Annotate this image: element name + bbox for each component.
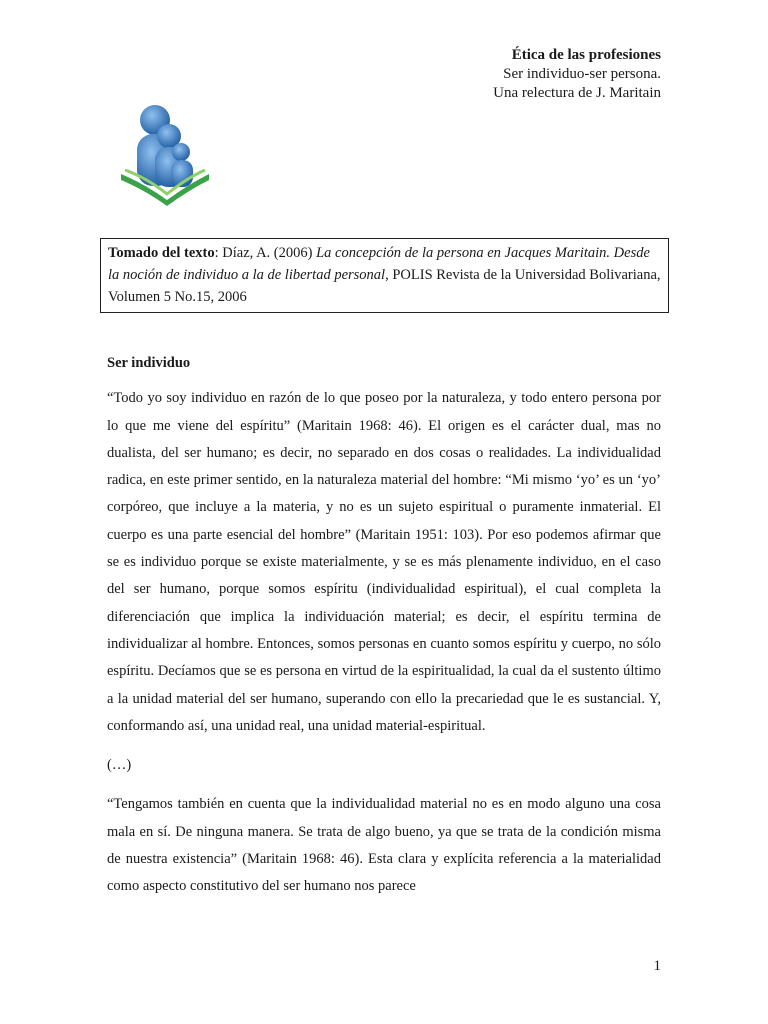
source-label: Tomado del texto [108,245,215,261]
header-subtitle-1: Ser individuo-ser persona. [503,66,661,82]
header-subtitle-2: Una relectura de J. Maritain [493,85,661,101]
ellipsis: (…) [107,757,132,774]
main-content [107,350,661,901]
header-title: Ética de las profesiones [511,47,661,63]
source-citation-box [100,238,669,313]
paragraph-1: “Todo yo soy individuo en razón de lo que poseo por la naturaleza, y todo entero persona por lo que me viene del espíritu” (Maritain 1968: 46). El origen es el carácter dual, mas no dualista, del ser humano; es decir, no separado en dos cosas o realidades. La individualidad radica, en este primer sentido, en la naturaleza material del hombre: “Mi mismo ‘yo’ es un ‘yo’ corpóreo, que incluye a la materia, y no es un sujeto espiritual o puramente inmaterial. El cuerpo es una parte esencial del hombre” (Maritain 1951: 103). Por eso podemos afirmar que se es individuo porque se existe materialmente, y se es más plenamente individuo, en el caso del ser humano, porque somos espíritu (individualidad espiritual), el cual completa la diferenciación que implica la individuación material; es decir, el espíritu termina de individualizar al hombre. Entonces, somos personas en cuanto somos espíritu y cuerpo, no sólo espíritu. Decíamos que se es persona en virtud de la espiritualidad, la cual da el sustento último a la unidad material del ser humano, superando con ello la precariedad que le es sustancial. Y, conformando así, una unidad real, una unidad material-espiritual. [107,390,661,734]
source-title: La concepción de la persona en Jacques Maritain. Desde la noción de individuo a la de libertad personal [108,245,650,283]
source-details: , POLIS Revista de la Universidad Bolivariana, Volumen 5 No.15, 2006 [108,267,661,305]
page-number: 1 [653,958,661,974]
source-authors: : Díaz, A. (2006) [214,245,317,261]
logo-icon [117,100,213,210]
page-header [493,46,661,103]
section-title: Ser individuo [107,355,191,371]
paragraph-2: “Tengamos también en cuenta que la individualidad material no es en modo alguno una cosa mala en sí. De ninguna manera. Se trata de algo bueno, ya que se trata de la condición misma de nuestra existencia” (Maritain 1968: 46). Esta clara y explícita referencia a la materialidad como aspecto constitutivo del ser humano nos parece [107,796,661,895]
